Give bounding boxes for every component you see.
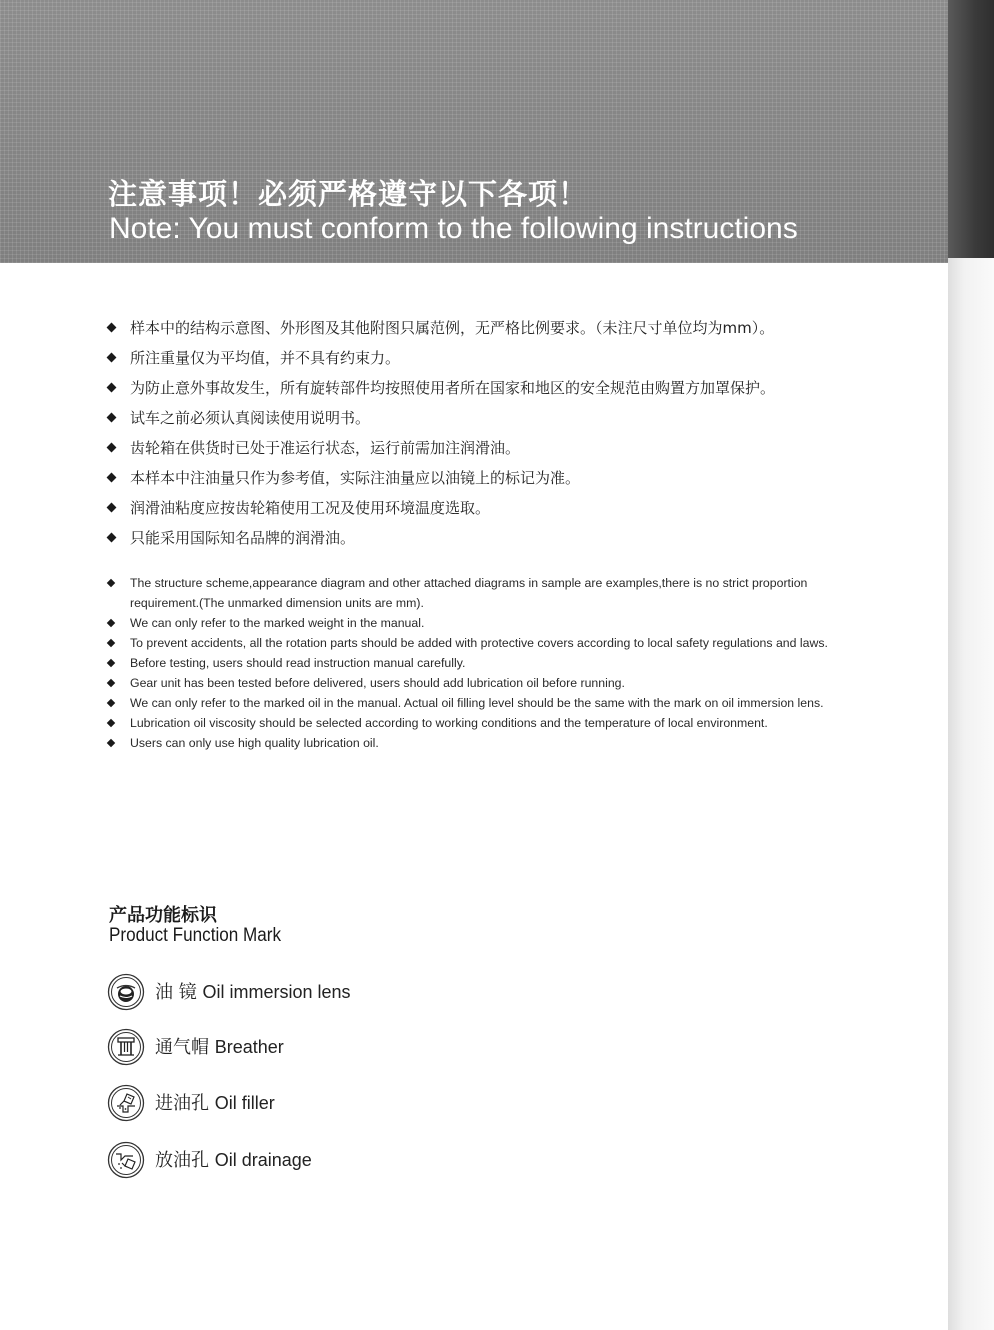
diamond-bullet-icon [107,659,115,667]
note-text-cn: 试车之前必须认真阅读使用说明书。 [130,409,371,427]
note-item-cn [108,313,848,343]
function-mark-label [155,978,351,1004]
diamond-bullet-icon [107,699,115,707]
note-text-cn: 为防止意外事故发生，所有旋转部件均按照使用者所在国家和地区的安全规范由购置方加罩保护。 [130,379,776,397]
diamond-bullet-icon [107,383,117,393]
diamond-bullet-icon [107,619,115,627]
note-item-cn [108,493,848,523]
function-mark-label-en: Oil drainage [214,1150,312,1170]
note-text-cn: 所注重量仅为平均值，并不具有约束力。 [130,349,401,367]
note-item-cn [108,373,848,403]
diamond-bullet-icon [107,739,115,747]
notes-list-en [108,573,840,753]
note-text-cn: 本样本中注油量只作为参考值，实际注油量应以油镜上的标记为准。 [130,469,581,487]
note-item-en [108,653,840,673]
note-text-en: The structure scheme,appearance diagram and other attached diagrams in sample are examples,there is no strict proportion requirement.(The unmarked dimension units are mm). [130,576,808,610]
note-text-en: We can only refer to the marked oil in the manual. Actual oil filling level should be the same with the mark on oil immersion lens. [130,696,824,710]
note-item-en [108,673,840,693]
note-item-en [108,693,840,713]
note-item-en [108,733,840,753]
function-mark-label-en: Oil immersion lens [202,982,351,1002]
diamond-bullet-icon [107,443,117,453]
function-mark-label [155,1146,312,1172]
diamond-bullet-icon [107,639,115,647]
page-edge-shadow [948,0,994,258]
diamond-bullet-icon [107,503,117,513]
note-text-cn: 样本中的结构示意图、外形图及其他附图只属范例，无严格比例要求。（未注尺寸单位均为mm）。 [130,319,775,337]
note-text-cn: 润滑油粘度应按齿轮箱使用工况及使用环境温度选取。 [130,499,491,517]
note-item-cn [108,463,848,493]
diamond-bullet-icon [107,413,117,423]
function-mark-title-cn: 产品功能标识 [109,905,217,926]
oil-filler-icon [107,1084,145,1122]
function-mark-label-cn: 油 镜 [155,982,197,1003]
notice-title-en: Note: You must conform to the following instructions [109,212,798,245]
note-item-en [108,633,840,653]
note-item-cn [108,343,848,373]
note-text-en: Users can only use high quality lubrication oil. [130,736,379,750]
notes-list-cn [108,313,848,553]
oil-drainage-icon [107,1141,145,1179]
function-mark-label [155,1089,275,1115]
note-item-en [108,573,840,613]
note-text-cn: 齿轮箱在供货时已处于准运行状态，运行前需加注润滑油。 [130,439,521,457]
diamond-bullet-icon [107,353,117,363]
note-item-cn [108,523,848,553]
note-item-en [108,713,840,733]
function-mark-label-cn: 放油孔 [155,1150,209,1171]
note-text-en: Gear unit has been tested before delivered, users should add lubrication oil before running. [130,676,625,690]
breather-icon [107,1028,145,1066]
function-mark-label-en: Oil filler [214,1093,275,1113]
function-mark-label [155,1033,284,1059]
note-text-cn: 只能采用国际知名品牌的润滑油。 [130,529,356,547]
note-item-cn [108,433,848,463]
function-mark-label-cn: 进油孔 [155,1093,209,1114]
diamond-bullet-icon [107,473,117,483]
diamond-bullet-icon [107,579,115,587]
notice-title-cn: 注意事项！必须严格遵守以下各项！ [108,177,589,211]
note-item-en [108,613,840,633]
oil-immersion-lens-icon [107,973,145,1011]
diamond-bullet-icon [107,679,115,687]
note-text-en: Lubrication oil viscosity should be selected according to working conditions and the temperature of local environment. [130,716,768,730]
note-text-en: To prevent accidents, all the rotation parts should be added with protective covers according to local safety regulations and laws. [130,636,828,650]
note-text-en: We can only refer to the marked weight in the manual. [130,616,425,630]
note-item-cn [108,403,848,433]
diamond-bullet-icon [107,719,115,727]
function-mark-label-cn: 通气帽 [155,1037,209,1058]
function-mark-label-en: Breather [214,1037,284,1057]
note-text-en: Before testing, users should read instruction manual carefully. [130,656,466,670]
page-edge-margin [948,258,994,1330]
diamond-bullet-icon [107,533,117,543]
function-mark-title-en: Product Function Mark [109,925,282,946]
diamond-bullet-icon [107,323,117,333]
